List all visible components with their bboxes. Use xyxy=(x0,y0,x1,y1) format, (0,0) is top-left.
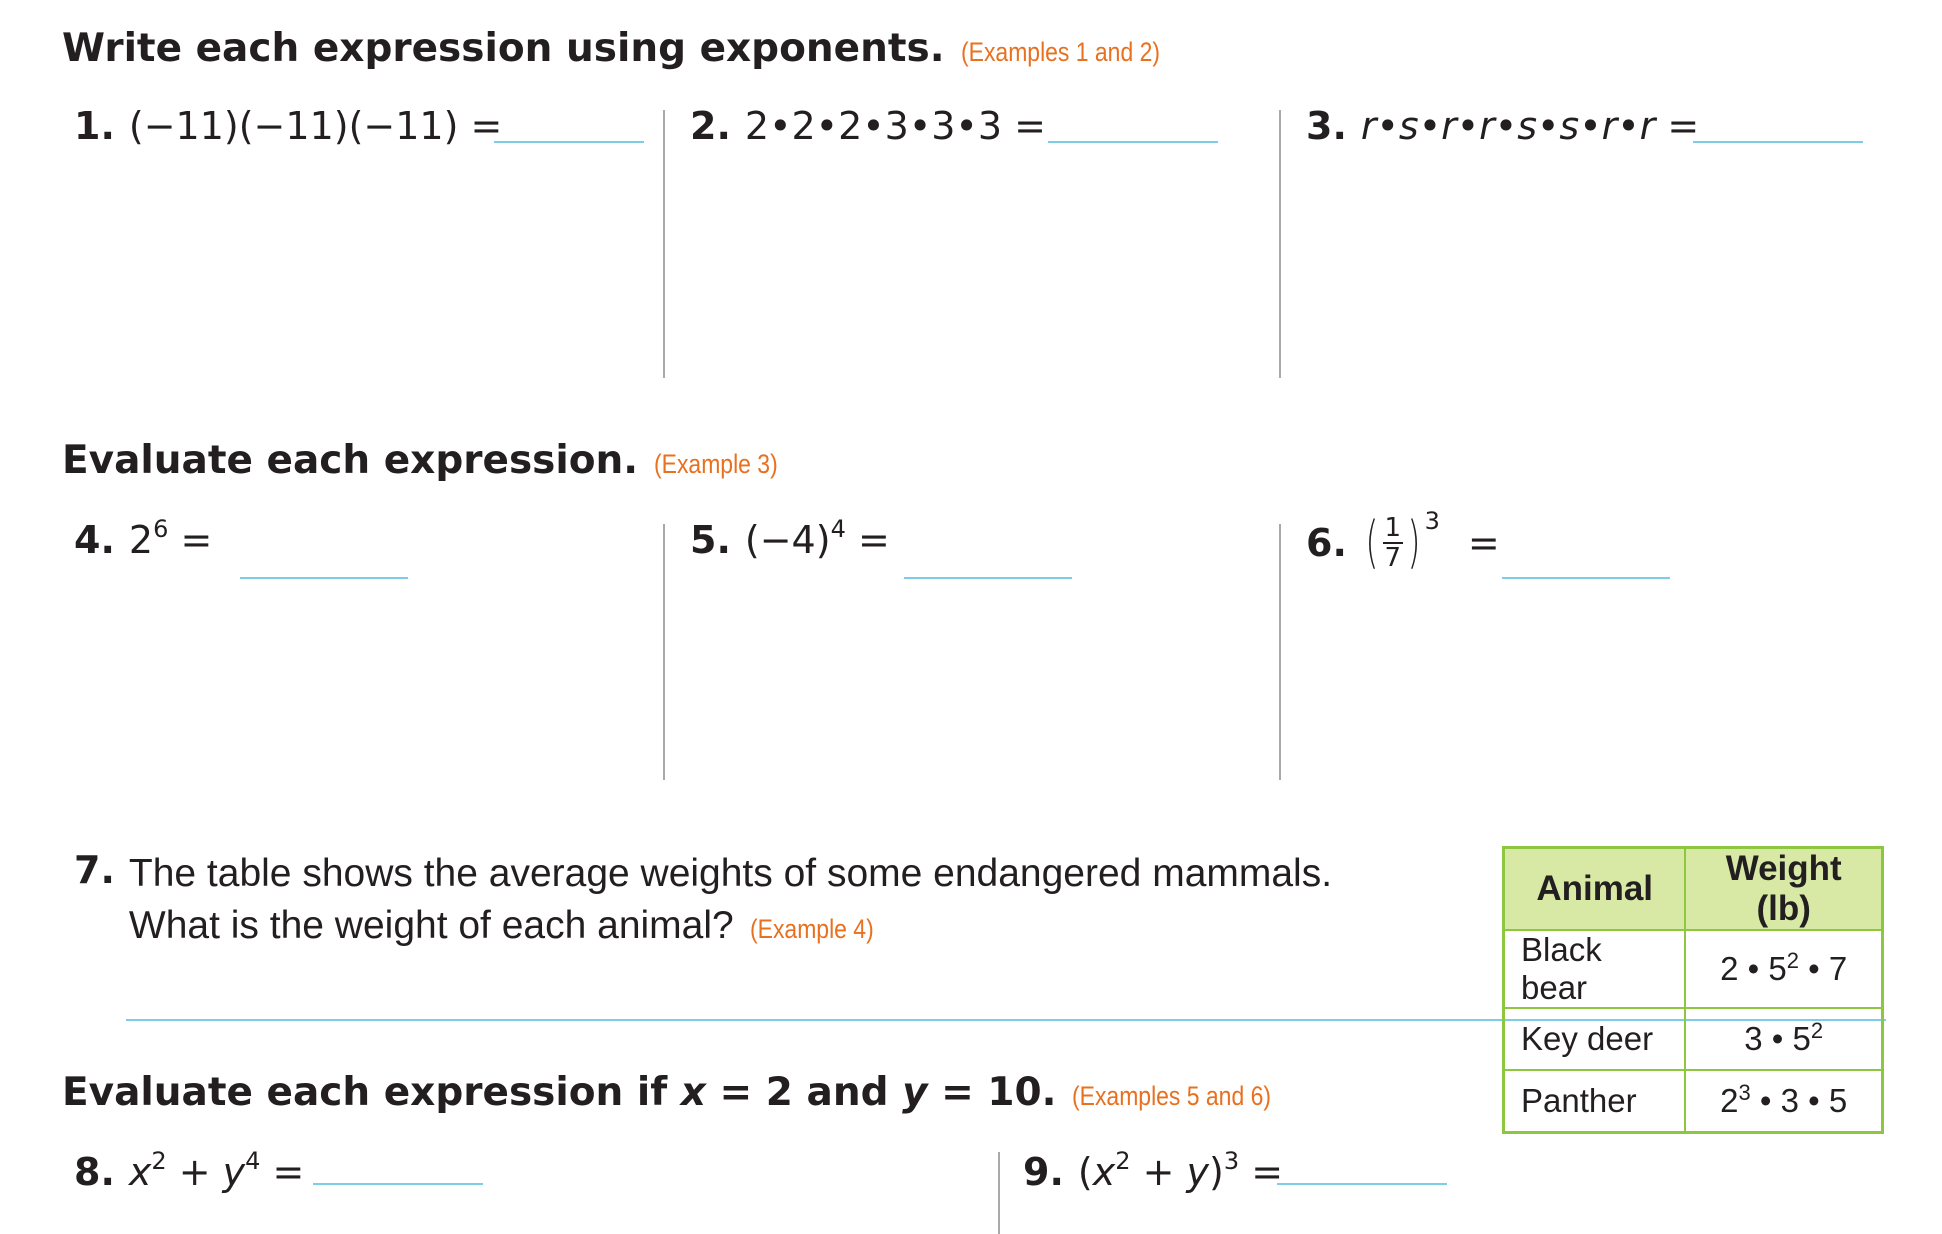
heading-text: Evaluate each expression. xyxy=(62,438,639,483)
column-divider xyxy=(998,1152,1000,1234)
problem-expression: r•s•r•r•s•s•r•r = xyxy=(1360,104,1700,148)
left-paren: ( xyxy=(1365,510,1379,575)
column-divider xyxy=(663,524,665,780)
equals: = xyxy=(1467,520,1500,565)
problem-7-line-2: What is the weight of each animal? (Example 4) xyxy=(129,900,1332,955)
problem-expression: (−11)(−11)(−11) = xyxy=(128,104,503,148)
answer-blank-6[interactable] xyxy=(1502,576,1670,579)
animal-cell: Black bear xyxy=(1504,930,1686,1008)
exponent: 3 xyxy=(1424,506,1440,535)
problem-6 xyxy=(1306,506,1500,575)
section-heading-exponents xyxy=(62,26,1195,71)
animal-cell: Panther xyxy=(1504,1070,1686,1133)
problem-1 xyxy=(74,104,502,148)
answer-blank-4[interactable] xyxy=(240,576,408,579)
table-row xyxy=(1504,1070,1883,1133)
problem-number: 9. xyxy=(1023,1150,1064,1194)
problem-9: 9. ( x 2 + y ) 3 = xyxy=(1023,1147,1284,1194)
example-reference: (Example 3) xyxy=(654,449,778,479)
right-paren: ) xyxy=(1407,510,1421,575)
problem-number: 3. xyxy=(1306,104,1347,148)
section-heading-evaluate-xy: Evaluate each expression if x = 2 and y = 10. (Examples 5 and 6) xyxy=(62,1070,1272,1115)
problem-number: 6. xyxy=(1306,520,1347,565)
equals: = xyxy=(180,518,213,562)
exponent: 4 xyxy=(830,515,846,543)
problem-3 xyxy=(1306,104,1699,148)
table-row xyxy=(1504,930,1883,1008)
problem-number: 7. xyxy=(74,848,115,892)
numerator: 1 xyxy=(1384,512,1402,543)
heading-text: Write each expression using exponents. xyxy=(62,26,945,71)
answer-blank-5[interactable] xyxy=(904,576,1072,579)
base: (−4) xyxy=(744,518,831,562)
base: 2 xyxy=(128,518,154,562)
weight-cell: 3 • $5^2$ xyxy=(1685,1008,1882,1070)
answer-blank-3[interactable] xyxy=(1693,140,1863,143)
table-row xyxy=(1504,1008,1883,1070)
problem-7 xyxy=(74,848,1332,955)
equals: = xyxy=(857,518,890,562)
answer-blank-9[interactable] xyxy=(1277,1182,1447,1185)
problem-number: 4. xyxy=(74,518,115,562)
problem-4 xyxy=(74,515,213,562)
example-reference: (Example 4) xyxy=(749,914,874,944)
example-reference: (Examples 1 and 2) xyxy=(960,37,1160,67)
problem-expression: 2•2•2•3•3•3 = xyxy=(744,104,1046,148)
problem-5 xyxy=(690,515,890,562)
fraction xyxy=(1383,514,1403,572)
section-heading-evaluate xyxy=(62,438,800,483)
animal-cell: Key deer xyxy=(1504,1008,1686,1070)
weight-cell: 2 • $5^2$ • 7 xyxy=(1685,930,1882,1008)
problem-2 xyxy=(690,104,1046,148)
exponent: 6 xyxy=(153,515,169,543)
example-reference: (Examples 5 and 6) xyxy=(1072,1081,1272,1111)
problem-7-text xyxy=(129,848,1332,955)
animal-weights-table xyxy=(1502,846,1884,1134)
answer-blank-1[interactable] xyxy=(494,140,644,143)
problem-7-line-1: The table shows the average weights of some endangered mammals. xyxy=(128,852,1333,895)
answer-blank-2[interactable] xyxy=(1048,140,1218,143)
problem-number: 5. xyxy=(690,518,731,562)
table-header-row xyxy=(1504,848,1883,931)
problem-number: 8. xyxy=(74,1150,115,1194)
column-divider xyxy=(1279,110,1281,378)
denominator: 7 xyxy=(1384,542,1402,573)
answer-blank-8[interactable] xyxy=(313,1182,483,1185)
column-divider xyxy=(663,110,665,378)
problem-8: 8. x 2 + y 4 = xyxy=(74,1147,305,1194)
weight-cell: $2^3$ • 3 • 5 xyxy=(1685,1070,1882,1133)
problem-number: 1. xyxy=(74,104,115,148)
column-header-animal: Animal xyxy=(1504,848,1686,931)
problem-number: 2. xyxy=(690,104,731,148)
column-divider xyxy=(1279,524,1281,780)
column-header-weight: Weight (lb) xyxy=(1685,848,1882,931)
